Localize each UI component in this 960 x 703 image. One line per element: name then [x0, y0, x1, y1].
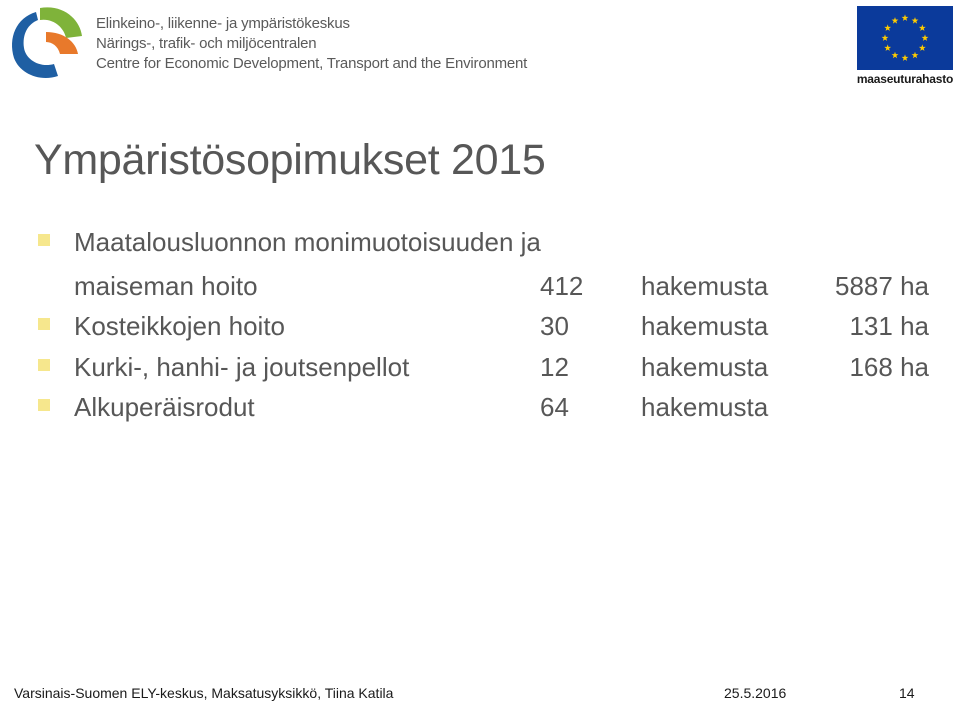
footer-date: 25.5.2016 [724, 685, 787, 701]
org-names [96, 14, 527, 74]
page-number: 14 [899, 685, 915, 701]
item-area: 131 ha [849, 311, 929, 341]
item-unit: hakemusta [641, 392, 769, 422]
ely-logo-icon [6, 2, 84, 82]
item-area: 168 ha [849, 352, 929, 382]
org-name-sv: Närings-, trafik- och miljöcentralen [96, 35, 317, 52]
list-item [0, 387, 960, 427]
list-item [0, 347, 960, 387]
bullet-icon [38, 359, 50, 371]
eu-fund-name: maaseuturahasto [856, 72, 954, 86]
footer-credit: Varsinais-Suomen ELY-keskus, Maksatusyksikkö, Tiina Katila [14, 685, 394, 701]
list-item [0, 222, 960, 262]
item-count: 64 [540, 392, 569, 422]
bullet-icon [38, 234, 50, 246]
item-label: Alkuperäisrodut [74, 392, 255, 422]
item-count: 12 [540, 352, 569, 382]
item-label: maiseman hoito [74, 271, 258, 301]
org-name-fi: Elinkeino-, liikenne- ja ympäristökeskus [96, 15, 350, 32]
bullet-icon [38, 318, 50, 330]
item-count: 30 [540, 311, 569, 341]
bullet-icon [38, 399, 50, 411]
item-label: Maatalousluonnon monimuotoisuuden ja [74, 227, 541, 257]
item-unit: hakemusta [641, 352, 769, 382]
eu-flag-icon [857, 6, 953, 70]
item-area: 5887 ha [835, 271, 929, 301]
list-item [0, 306, 960, 346]
eu-logo [854, 6, 956, 86]
item-label: Kurki-, hanhi- ja joutsenpellot [74, 352, 410, 382]
item-label: Kosteikkojen hoito [74, 311, 286, 341]
list-item [0, 266, 960, 306]
item-unit: hakemusta [641, 271, 769, 301]
item-count: 412 [540, 271, 584, 301]
org-name-en: Centre for Economic Development, Transport and the Environment [96, 55, 528, 72]
item-unit: hakemusta [641, 311, 769, 341]
page-title: Ympäristösopimukset 2015 [34, 136, 546, 184]
